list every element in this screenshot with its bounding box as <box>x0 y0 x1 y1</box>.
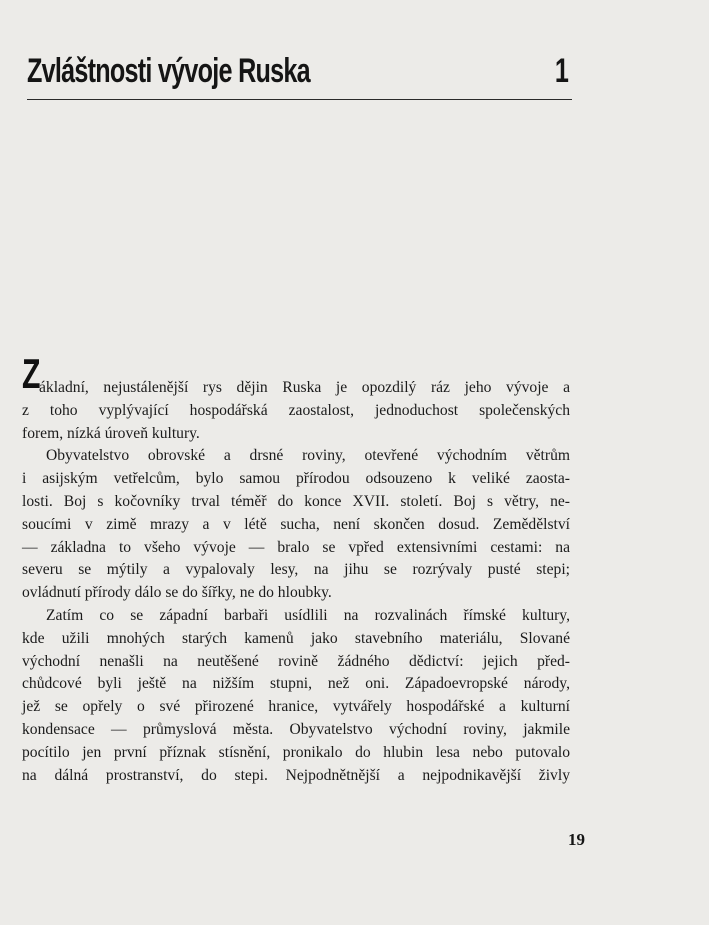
text-line: kondensace — průmyslová města. Obyvatelstvo východní roviny, jakmile <box>22 720 570 738</box>
text-line: forem, nízká úroveň kultury. <box>22 424 200 442</box>
page-number: 19 <box>568 830 585 849</box>
text-line: chůdcové byli ještě na nižším stupni, než oni. Západoevropské národy, <box>22 675 570 693</box>
drop-cap-container <box>22 350 42 400</box>
chapter-title: Zvláštnosti vývoje Ruska <box>27 52 310 90</box>
text-line: pocítilo jen první příznak stísnění, pronikalo do hlubin lesa nebo putovalo <box>22 743 570 761</box>
body-text <box>22 350 570 787</box>
text-line: kde užili mnohých starých kamenů jako stavebního materiálu, Slované <box>22 629 570 647</box>
text-line: z toho vyplývající hospodářská zaostalost, jednoduchost společenských <box>22 401 570 419</box>
chapter-number: 1 <box>554 52 569 90</box>
text-line <box>22 350 570 400</box>
text-line: jež se opřely o své přirozené hranice, vytvářely hospodářské a kulturní <box>22 698 570 716</box>
chapter-header <box>27 48 572 100</box>
text-line: losti. Boj s kočovníky trval téměř do konce XVII. století. Boj s větry, ne- <box>22 492 570 510</box>
text-line: i asijským vetřelcům, bylo samou přírodou odsouzeno k veliké zaosta- <box>22 470 570 488</box>
text-line: severu se mýtily a vypalovaly lesy, na jihu se rozrývaly pusté stepi; <box>22 561 570 579</box>
drop-cap: Z <box>22 350 41 397</box>
text-line-content: ákladní, nejustálenější rys dějin Ruska je opozdilý ráz jeho vývoje a <box>39 379 570 396</box>
text-line: východní nenašli na neutěšené rovině žádného dědictví: jejich před- <box>22 652 570 670</box>
text-line: Obyvatelstvo obrovské a drsné roviny, otevřené východním větrům <box>46 447 570 465</box>
text-line: na dálná prostranství, do stepi. Nejpodnětnější a nejpodnikavější živly <box>22 766 570 784</box>
text-line: Zatím co se západní barbaři usídlili na rozvalinách římské kultury, <box>46 606 570 624</box>
text-line: ovládnutí přírody dálo se do šířky, ne do hloubky. <box>22 584 332 602</box>
text-line: — základna to všeho vývoje — bralo se vpřed extensivními cestami: na <box>22 538 570 556</box>
text-line: soucími v zimě mrazy a v létě sucha, není skončen dosud. Zemědělství <box>22 515 570 533</box>
